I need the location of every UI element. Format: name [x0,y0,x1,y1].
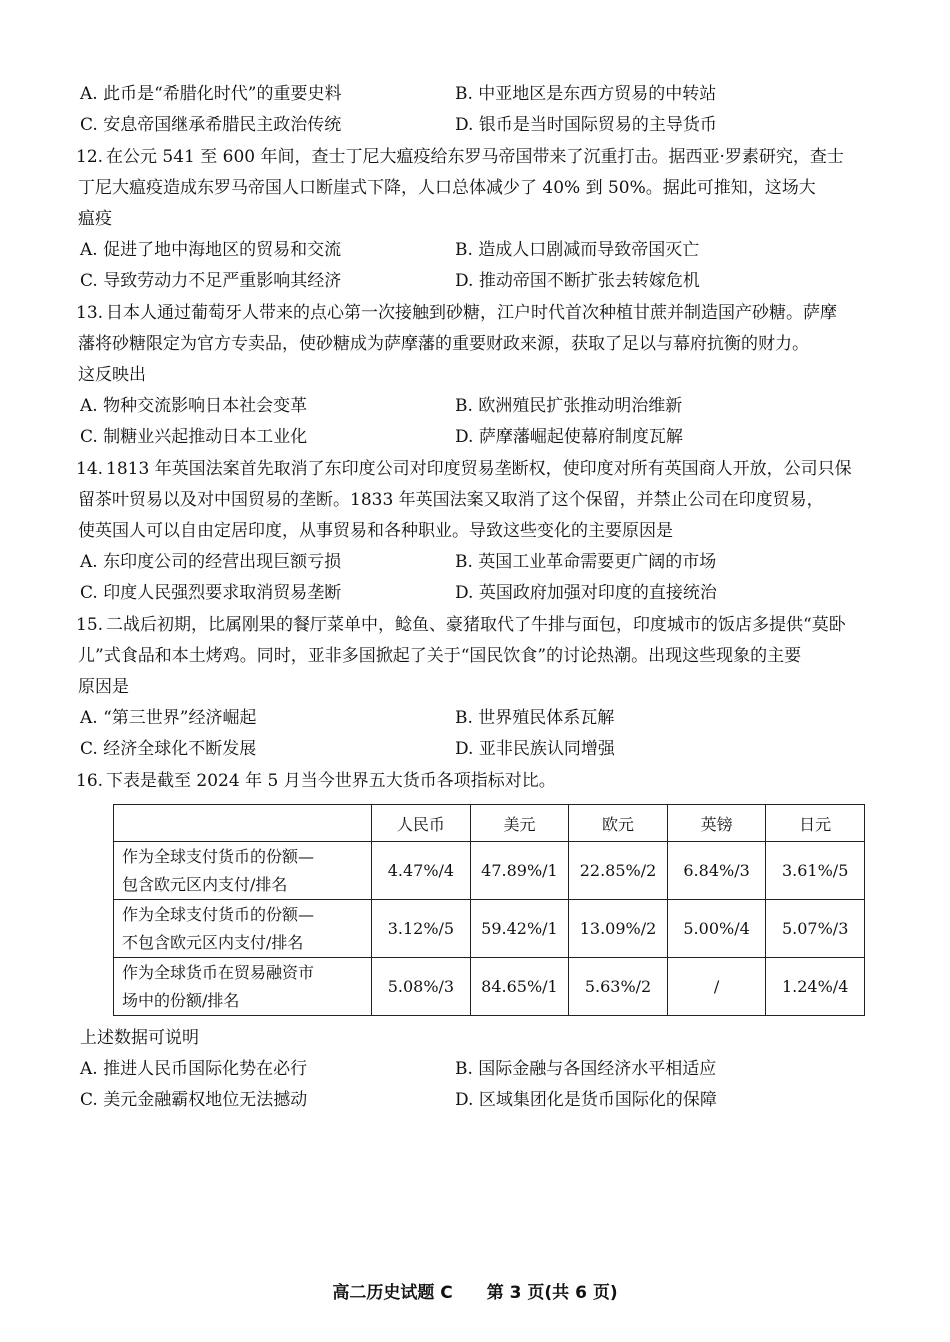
q13-stem-line3: 这反映出 [78,365,146,385]
table-cell: 3.61%/5 [766,842,865,900]
q13-stem-line1: 日本人通过葡萄牙人带来的点心第一次接触到砂糖，江户时代首次种植甘蔗并制造国产砂糖。萨摩 [106,303,837,323]
table-row-label [114,958,372,1016]
q16-stem-line1: 下表是截至 2024 年 5 月当今世界五大货币各项指标对比。 [106,771,556,791]
table-header-corner [114,805,372,842]
q13-option-a: A. 物种交流影响日本社会变革 [80,396,308,416]
table-row [114,842,865,900]
footer-page-number: 第 3 页(共 6 页) [486,1283,618,1303]
q12-stem-line1: 在公元 541 至 600 年间，查士丁尼大瘟疫给东罗马帝国带来了沉重打击。据西亚·罗素研究，查士 [106,147,844,167]
q14-option-d: D. 英国政府加强对印度的直接统治 [455,583,717,603]
q15-option-b: B. 世界殖民体系瓦解 [455,708,615,728]
q14-option-c: C. 印度人民强烈要求取消贸易垄断 [80,583,342,603]
row-label-line2: 场中的份额/排名 [122,990,240,1010]
table-cell: 5.07%/3 [766,900,865,958]
q15-stem-line1: 二战后初期，比属刚果的餐厅菜单中，鲶鱼、豪猪取代了牛排与面包，印度城市的饭店多提供“莫卧 [106,615,846,635]
q16-option-a: A. 推进人民币国际化势在必行 [80,1059,308,1079]
table-cell: 4.47%/4 [372,842,471,900]
table-cell: 3.12%/5 [372,900,471,958]
q12-stem-line3: 瘟疫 [78,209,112,229]
q16-option-d: D. 区域集团化是货币国际化的保障 [455,1090,717,1110]
q12-option-a: A. 促进了地中海地区的贸易和交流 [80,240,342,260]
table-header-gbp: 英镑 [667,805,766,842]
footer-exam-title: 高二历史试题 C [332,1283,453,1303]
q15-stem-line3: 原因是 [78,677,129,697]
q14-stem-line2: 留茶叶贸易以及对中国贸易的垄断。1833 年英国法案又取消了这个保留，并禁止公司在印度贸易， [78,490,824,510]
q11-option-b: B. 中亚地区是东西方贸易的中转站 [455,84,717,104]
table-cell: 84.65%/1 [470,958,569,1016]
q13-option-c: C. 制糖业兴起推动日本工业化 [80,427,308,447]
q16-option-c: C. 美元金融霸权地位无法撼动 [80,1090,308,1110]
q14-stem-line3: 使英国人可以自由定居印度，从事贸易和各种职业。导致这些变化的主要原因是 [78,521,673,541]
table-cell: 6.84%/3 [667,842,766,900]
q15-stem-line2: 儿”式食品和本土烤鸡。同时，亚非多国掀起了关于“国民饮食”的讨论热潮。出现这些现象的主要 [78,646,802,666]
q14-option-a: A. 东印度公司的经营出现巨额亏损 [80,552,342,572]
table-header-row [114,805,865,842]
table-header-rmb: 人民币 [372,805,471,842]
table-cell: 22.85%/2 [569,842,668,900]
table-cell: / [667,958,766,1016]
table-cell: 13.09%/2 [569,900,668,958]
q14-option-b: B. 英国工业革命需要更广阔的市场 [455,552,717,572]
q12-option-c: C. 导致劳动力不足严重影响其经济 [80,271,342,291]
q13-option-b: B. 欧洲殖民扩张推动明治维新 [455,396,683,416]
table-cell: 59.42%/1 [470,900,569,958]
q11-option-d: D. 银币是当时国际贸易的主导货币 [455,115,717,135]
page-footer [0,1278,950,1303]
table-cell: 5.63%/2 [569,958,668,1016]
q12-option-b: B. 造成人口剧减而导致帝国灭亡 [455,240,700,260]
q11-option-c: C. 安息帝国继承希腊民主政治传统 [80,115,342,135]
table-header-jpy: 日元 [766,805,865,842]
table-cell: 1.24%/4 [766,958,865,1016]
q12-stem-line2: 丁尼大瘟疫造成东罗马帝国人口断崖式下降，人口总体减少了 40% 到 50%。据此可推知，这场大 [78,178,816,198]
q11-option-a: A. 此币是“希腊化时代”的重要史料 [80,84,342,104]
q16-number: 16. [76,771,104,791]
table-row-label [114,842,372,900]
table-cell: 47.89%/1 [470,842,569,900]
q14-number: 14. [76,459,104,479]
currency-comparison-table [113,804,865,1016]
q14-stem-line1: 1813 年英国法案首先取消了东印度公司对印度贸易垄断权，使印度对所有英国商人开放，公司只保 [106,459,852,479]
table-cell: 5.00%/4 [667,900,766,958]
q16-after-table-text: 上述数据可说明 [80,1028,199,1048]
q13-number: 13. [76,303,104,323]
q13-stem-line2: 藩将砂糖限定为官方专卖品，使砂糖成为萨摩藩的重要财政来源，获取了足以与幕府抗衡的财力。 [78,334,809,354]
q13-option-d: D. 萨摩藩崛起使幕府制度瓦解 [455,427,683,447]
q12-option-d: D. 推动帝国不断扩张去转嫁危机 [455,271,700,291]
row-label-line2: 包含欧元区内支付/排名 [122,874,288,894]
row-label-line1: 作为全球支付货币的份额— [122,904,315,924]
q12-number: 12. [76,147,104,167]
table-header-usd: 美元 [470,805,569,842]
row-label-line1: 作为全球货币在贸易融资市 [122,962,315,982]
table-row-label [114,900,372,958]
q15-option-c: C. 经济全球化不断发展 [80,739,257,759]
q15-option-a: A. “第三世界”经济崛起 [80,708,257,728]
table-cell: 5.08%/3 [372,958,471,1016]
table-row [114,958,865,1016]
row-label-line2: 不包含欧元区内支付/排名 [122,932,304,952]
q15-number: 15. [76,615,104,635]
table-row [114,900,865,958]
table-header-eur: 欧元 [569,805,668,842]
q15-option-d: D. 亚非民族认同增强 [455,739,615,759]
row-label-line1: 作为全球支付货币的份额— [122,846,315,866]
q16-option-b: B. 国际金融与各国经济水平相适应 [455,1059,717,1079]
